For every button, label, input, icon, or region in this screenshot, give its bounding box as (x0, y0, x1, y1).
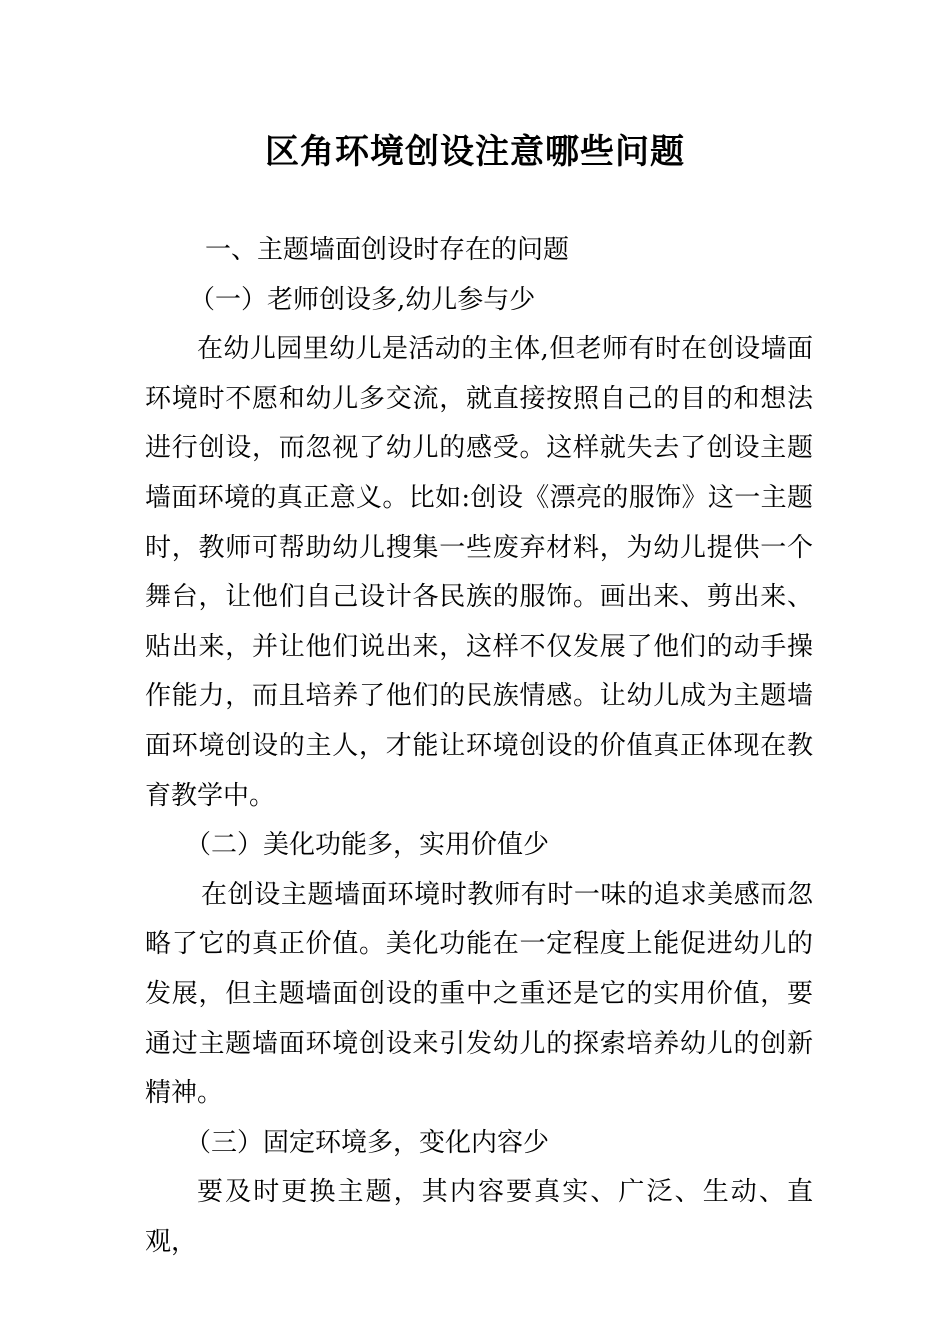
document-body (145, 226, 813, 1267)
paragraph-2: 在创设主题墙面环境时教师有时一味的追求美感而忽略了它的真正价值。美化功能在一定程度上能促进幼儿的发展，但主题墙面创设的重中之重还是它的实用价值，要通过主题墙面环境创设来引发幼儿的探索培养幼儿的创新精神。 (145, 879, 813, 1109)
subsection-heading-3: （三）固定环境多，变化内容少 (185, 1127, 550, 1158)
paragraph-3: 要及时更换主题，其内容要真实、广泛、生动、直观， (145, 1177, 813, 1257)
paragraph-1: 在幼儿园里幼儿是活动的主体,但老师有时在创设墙面环境时不愿和幼儿多交流，就直接按照自己的目的和想法进行创设，而忽视了幼儿的感受。这样就失去了创设主题墙面环境的真正意义。比如:创设《漂亮的服饰》这一主题时，教师可帮助幼儿搜集一些废弃材料，为幼儿提供一个舞台，让他们自己设计各民族的服饰。画出来、剪出来、贴出来，并让他们说出来，这样不仅发展了他们的动手操作能力，而且培养了他们的民族情感。让幼儿成为主题墙面环境创设的主人，才能让环境创设的价值真正体现在教育教学中。 (145, 334, 813, 811)
subsection-heading-1: （一）老师创设多,幼儿参与少 (189, 284, 536, 315)
section-heading-1: 一、主题墙面创设时存在的问题 (205, 235, 570, 265)
page-title: 区角环境创设注意哪些问题 (265, 132, 685, 172)
subsection-heading-2: （二）美化功能多，实用价值少 (185, 830, 550, 861)
